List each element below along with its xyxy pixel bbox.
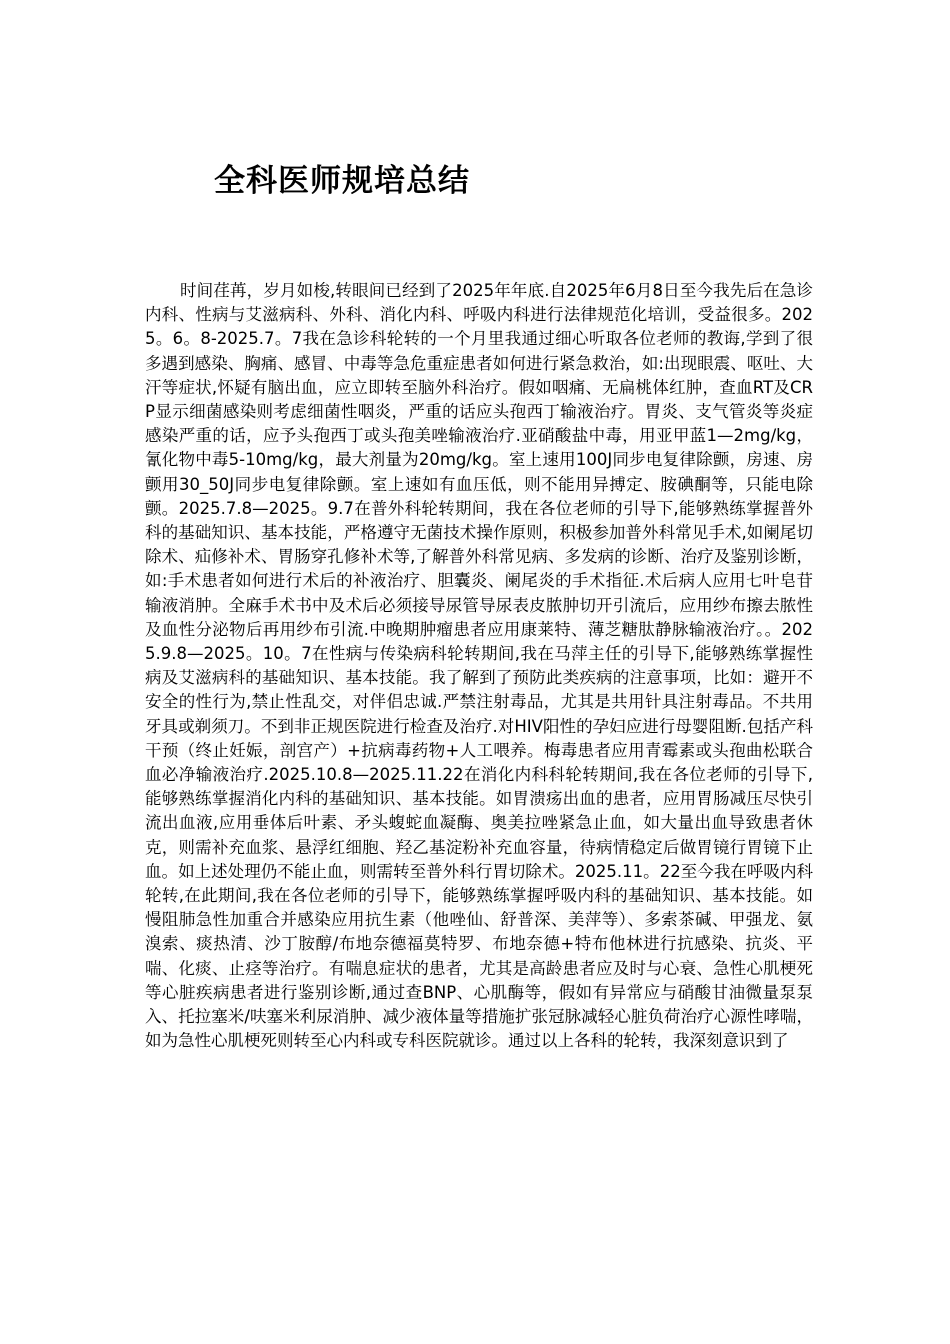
document-title: 全科医师规培总结	[214, 163, 470, 199]
body-paragraph: 时间荏苒，岁月如梭,转眼间已经到了2025年年底.自2025年6月8日至今我先后在急诊内科、性病与艾滋病科、外科、消化内科、呼吸内科进行法律规范化培训，受益很多。2025。6。8-2025.7。7我在急诊科轮转的一个月里我通过细心听取各位老师的教诲,学到了很多遇到感染、胸痛、感冒、中毒等急危重症患者如何进行紧急救治，如:出现眼震、呕吐、大汗等症状,怀疑有脑出血，应立即转至脑外科治疗。假如咽痛、无扁桃体红肿，查血RT及CRP显示细菌感染则考虑细菌性咽炎，严重的话应头孢西丁输液治疗。胃炎、支气管炎等炎症感染严重的话，应予头孢西丁或头孢美唑输液治疗.亚硝酸盐中毒，用亚甲蓝1—2mg/kg，氰化物中毒5-10mg/kg，最大剂量为20mg/kg。室上速用100J同步电复律除颤，房速、房颤用30_50J同步电复律除颤。室上速如有血压低，则不能用异搏定、胺碘酮等，只能电除颤。2025.7.8—2025。9.7在普外科轮转期间，我在各位老师的引导下,能够熟练掌握普外科的基础知识、基本技能，严格遵守无菌技术操作原则，积极参加普外科常见手术,如阑尾切除术、疝修补术、胃肠穿孔修补术等,了解普外科常见病、多发病的诊断、治疗及鉴别诊断，如:手术患者如何进行术后的补液治疗、胆囊炎、阑尾炎的手术指征.术后病人应用七叶皂苷输液消肿。全麻手术书中及术后必须接导尿管导尿表皮脓肿切开引流后，应用纱布擦去脓性及血性分泌物后再用纱布引流.中晚期肿瘤患者应用康莱特、薄芝糖肽静脉输液治疗。。2025.9.8—2025。10。7在性病与传染病科轮转期间,我在马萍主任的引导下,能够熟练掌握性病及艾滋病科的基础知识、基本技能。我了解到了预防此类疾病的注意事项，比如：避开不安全的性行为,禁止性乱交，对伴侣忠诚.严禁注射毒品，尤其是共用针具注射毒品。不共用牙具或剃须刀。不到非正规医院进行检查及治疗.对HIV阳性的孕妇应进行母婴阻断.包括产科干预（终止妊娠，剖宫产）+抗病毒药物+人工喂养。梅毒患者应用青霉素或头孢曲松联合血必净输液治疗.2025.10.8—2025.11.22在消化内科科轮转期间,我在各位老师的引导下,能够熟练掌握消化内科的基础知识、基本技能。如胃溃疡出血的患者，应用胃肠减压尽快引流出血液,应用垂体后叶素、矛头蝮蛇血凝酶、奥美拉唑紧急止血，如大量出血导致患者休克，则需补充血浆、悬浮红细胞、羟乙基淀粉补充血容量，待病情稳定后做胃镜行胃镜下止血。如上述处理仍不能止血，则需转至普外科行胃切除术。2025.11。22至今我在呼吸内科轮转,在此期间,我在各位老师的引导下，能够熟练掌握呼吸内科的基础知识、基本技能。如慢阻肺急性加重合并感染应用抗生素（他唑仙、舒普深、美萍等）、多索茶碱、甲强龙、氨溴索、痰热清、沙丁胺醇/布地奈德福莫特罗、布地奈德+特布他林进行抗感染、抗炎、平喘、化痰、止痉等治疗。有喘息症状的患者，尤其是高龄患者应及时与心衰、急性心肌梗死等心脏疾病患者进行鉴别诊断,通过查BNP、心肌酶等，假如有异常应与硝酸甘油微量泵泵入、托拉塞米/呋塞米利尿消肿、减少液体量等措施扩张冠脉减轻心脏负荷治疗心源性哮喘，如为急性心肌梗死则转至心内科或专科医院就诊。通过以上各科的轮转，我深刻意识到了	[145, 281, 813, 1051]
